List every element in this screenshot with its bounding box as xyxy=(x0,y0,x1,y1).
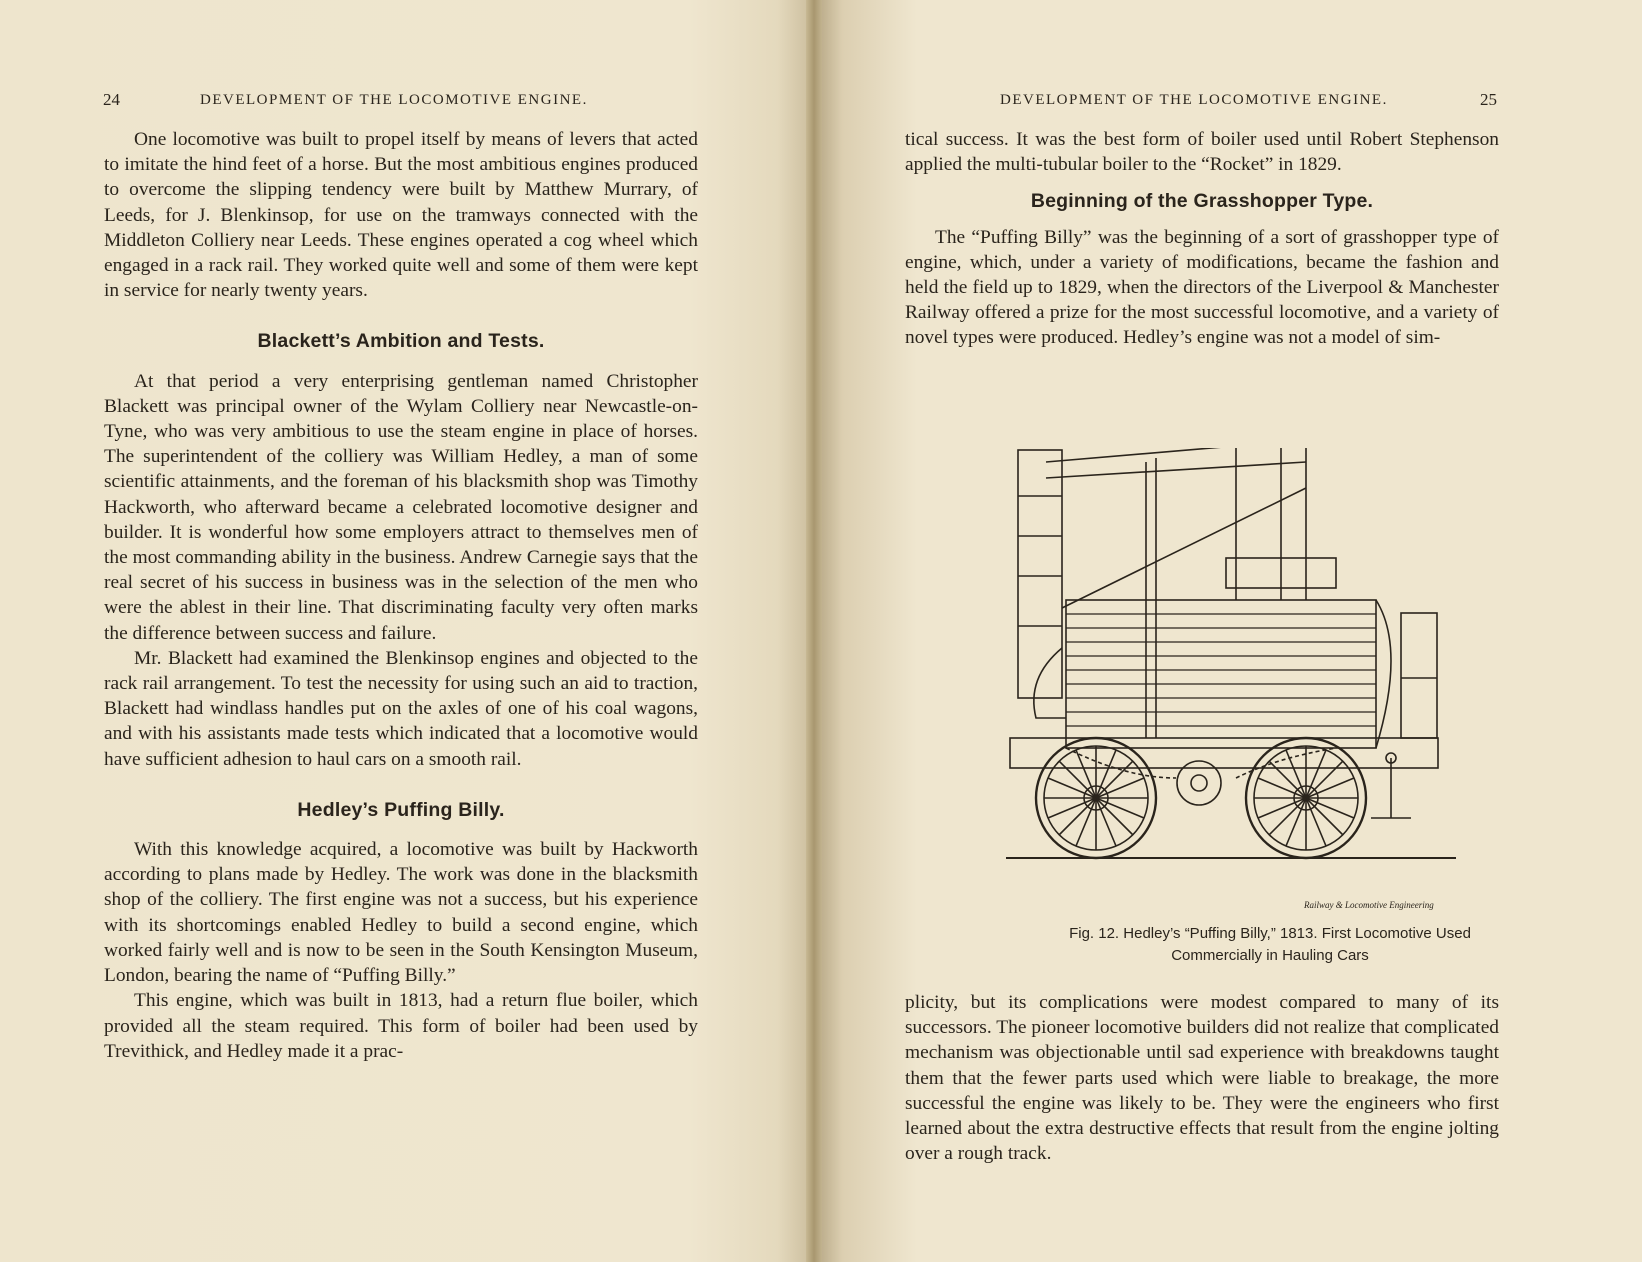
paragraph: tical success. It was the best form of boiler used until Robert Stephenson applied the multi-tubular boiler to the “Rocket” in 1829. xyxy=(905,129,1499,176)
caption-line: Commercially in Hauling Cars xyxy=(1171,947,1369,964)
paragraph: The “Puffing Billy” was the beginning of a sort of grasshopper type of engine, which, under a variety of modifications, became the fashion and held the field up to 1829, when the directors of the Liverpool & Manchester Railway offered a prize for the most successful locomotive, and a variety of novel types were produced. Hedley’s engine was not a model of sim- xyxy=(905,226,1499,349)
right-page-number: 25 xyxy=(1480,90,1497,109)
caption-line: Fig. 12. Hedley’s “Puffing Billy,” 1813. First Locomotive Used xyxy=(1069,925,1471,942)
paragraph: Mr. Blackett had examined the Blenkinsop engines and objected to the rack rail arrangement. To test the necessity for using such an aid to traction, Blackett had windlass handles put on the axles of one of his coal wagons, and with his assistants made tests which indicated that a locomotive would have sufficient adhesion to haul cars on a smooth rail. xyxy=(104,647,698,770)
right-page-body-bottom xyxy=(905,990,1499,1166)
right-running-head: DEVELOPMENT OF THE LOCOMOTIVE ENGINE. xyxy=(1000,92,1388,108)
left-page-number: 24 xyxy=(103,90,120,109)
puffing-billy-illustration xyxy=(1006,448,1476,903)
paragraph: This engine, which was built in 1813, had a return flue boiler, which provided all the steam required. This form of boiler had been used by Trevithick, and Hedley made it a prac- xyxy=(104,990,698,1062)
paragraph: At that period a very enterprising gentleman named Christopher Blackett was principal owner of the Wylam Colliery near Newcastle-on-Tyne, who was very ambitious to use the steam engine in place of horses. The superintendent of the colliery was William Hedley, a man of some scientific attainments, and the foreman of his blacksmith shop was Timothy Hackworth, who afterward became a celebrated locomotive designer and builder. It is wonderful how some employers attract to themselves men of the most commanding ability in the business. Andrew Carnegie says that the real secret of his success in business was in the selection of the men who were the ablest in their line. That discriminating faculty very often marks the difference between success and failure. xyxy=(104,370,698,644)
left-running-head: DEVELOPMENT OF THE LOCOMOTIVE ENGINE. xyxy=(200,92,588,108)
section-heading: Beginning of the Grasshopper Type. xyxy=(1030,190,1374,213)
paragraph: With this knowledge acquired, a locomotive was built by Hackworth according to plans made by Hedley. The work was done in the blacksmith shop of the colliery. The first engine was not a success, but his experience with its shortcomings enabled Hedley to build a second engine, which worked fairly well and is now to be seen in the South Kensington Museum, London, bearing the name of “Puffing Billy.” xyxy=(104,839,698,987)
book-gutter xyxy=(806,0,822,1262)
left-page-body xyxy=(104,127,698,1064)
paragraph: One locomotive was built to propel itself by means of levers that acted to imitate the hind feet of a horse. But the most ambitious engines produced to overcome the slipping tendency were built by Matthew Murrary, of Leeds, for J. Blenkinsop, for use on the tramways connected with the Middleton Colliery near Leeds. These engines operated a cog wheel which engaged in a rack rail. They worked quite well and some of them were kept in service for nearly twenty years. xyxy=(104,129,698,302)
section-heading: Blackett’s Ambition and Tests. xyxy=(257,330,545,353)
figure-caption xyxy=(1000,923,1540,967)
wheel xyxy=(1246,738,1366,858)
section-heading: Hedley’s Puffing Billy. xyxy=(297,798,505,821)
right-page-body-top xyxy=(905,127,1499,351)
wheel xyxy=(1036,738,1156,858)
figure-credit: Railway & Locomotive Engineering xyxy=(1304,900,1434,910)
paragraph: plicity, but its complications were modest compared to many of its successors. The pioneer locomotive builders did not realize that complicated mechanism was objectionable until sad experience with breakdowns taught them that the fewer parts used which were liable to breakage, the more successful the engine was likely to be. They were the engineers who first learned about the extra destructive effects that result from the engine jolting over a rough track. xyxy=(905,992,1499,1165)
